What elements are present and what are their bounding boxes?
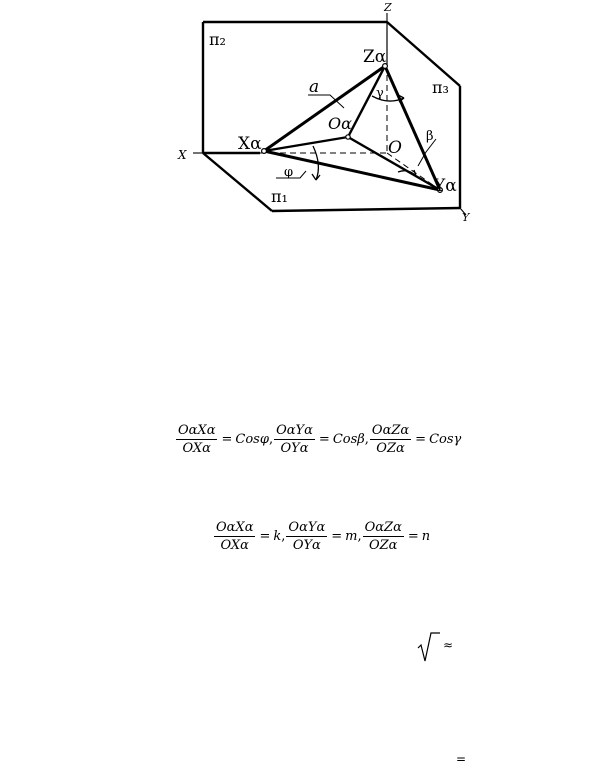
numerator: OαZα: [364, 520, 402, 535]
equals-sign: =: [221, 432, 233, 447]
angle-phi-label: φ: [284, 165, 294, 180]
origin-label: O: [388, 138, 402, 158]
denominator: OYα: [292, 538, 321, 553]
coef-n: n: [421, 529, 431, 544]
fraction-y: [286, 520, 327, 553]
fraction-z: [370, 423, 411, 456]
numerator: OαXα: [178, 423, 216, 438]
denominator: OZα: [376, 441, 405, 456]
coef-m: m: [345, 529, 358, 544]
point-x-alpha-label: Xα: [238, 134, 262, 154]
equals-sign: =: [318, 432, 330, 447]
leader-lines: [276, 95, 436, 178]
angle-gamma-label: γ: [376, 86, 384, 101]
fraction-z: [363, 520, 404, 553]
denominator: OZα: [368, 538, 398, 553]
y-axis-label: Y: [462, 211, 470, 224]
cos-gamma: Cosγ: [429, 432, 462, 447]
equals-sign: =: [259, 529, 271, 544]
coef-k: k: [273, 529, 282, 544]
formula-coefficients: [213, 520, 430, 553]
separator: ,: [268, 432, 274, 447]
plane-a-label: a: [309, 77, 320, 97]
point-o-alpha-label: Oα: [328, 114, 352, 133]
cos-phi: Cosφ: [235, 432, 269, 447]
point-y-alpha-label: Yα: [434, 176, 457, 196]
approx-symbol: ≈: [443, 638, 454, 652]
point-z-alpha-label: Zα: [363, 47, 387, 67]
separator: ,: [357, 529, 362, 544]
fraction-y: [274, 423, 315, 456]
equals-sign: =: [415, 432, 427, 447]
separator: ,: [364, 432, 369, 447]
angle-beta-label: β: [426, 129, 434, 144]
numerator: OαYα: [288, 520, 326, 535]
cos-beta: Cosβ: [332, 432, 365, 447]
equals-sign: =: [331, 529, 343, 544]
equals-symbol: =: [456, 752, 467, 766]
separator: ,: [281, 529, 286, 544]
equals-sign: =: [407, 529, 419, 544]
z-axis-label: Z: [384, 1, 392, 14]
numerator: OαXα: [216, 520, 254, 535]
denominator: OXα: [182, 441, 211, 456]
denominator: OXα: [220, 538, 249, 553]
formula-cosines: [175, 423, 461, 456]
numerator: OαYα: [276, 423, 313, 438]
plane-pi2-label: π₂: [209, 30, 226, 49]
denominator: OYα: [280, 441, 309, 456]
numerator: OαZα: [371, 423, 410, 438]
fraction-x: [176, 423, 217, 456]
fraction-x: [214, 520, 255, 553]
plane-pi3-label: π₃: [432, 78, 449, 97]
x-axis-label: X: [178, 148, 187, 162]
plane-pi1-label: π₁: [271, 187, 288, 206]
